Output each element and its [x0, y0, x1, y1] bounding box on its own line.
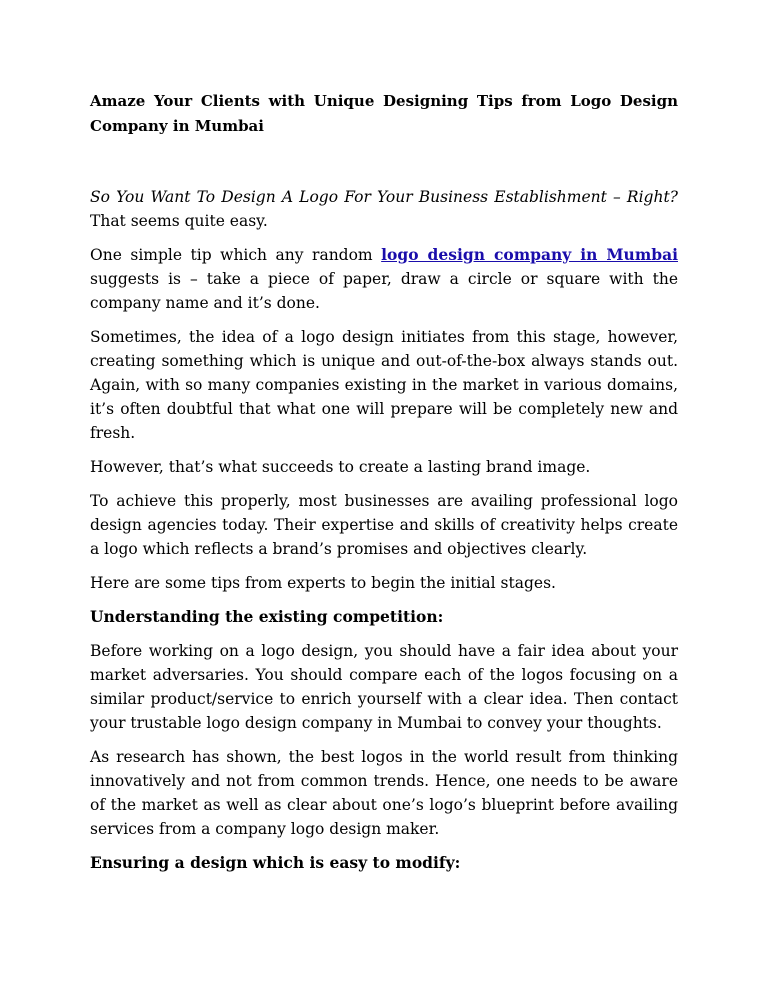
intro-rest: That seems quite easy. [90, 212, 268, 230]
paragraph-simple-tip-before: One simple tip which any random [90, 246, 382, 264]
intro-italic-question: So You Want To Design A Logo For Your Business Establishment – Right? [90, 188, 678, 206]
paragraph-professional-agencies: To achieve this properly, most businesses are availing professional logo design agencies today. Their expertise and skills of creativity helps create a logo which reflects a brand’s promises and objectives clearly. [90, 492, 678, 558]
paragraph-simple-tip [90, 243, 678, 315]
paragraph-brand-image: However, that’s what succeeds to create a lasting brand image. [90, 458, 591, 476]
paragraph-expert-tips: Here are some tips from experts to begin the initial stages. [90, 574, 556, 592]
document-title: Amaze Your Clients with Unique Designing Tips from Logo Design Company in Mumbai [90, 92, 678, 135]
intro-paragraph [90, 185, 678, 233]
logo-design-company-link[interactable]: logo design company in Mumbai [381, 245, 678, 264]
paragraph-simple-tip-after: suggests is – take a piece of paper, draw a circle or square with the company name and it’s done. [90, 270, 678, 312]
paragraph-idea-initiates: Sometimes, the idea of a logo design initiates from this stage, however, creating something which is unique and out-of-the-box always stands out. Again, with so many companies existing in the market in various domains, it’s often doubtful that what one will prepare will be completely new and fresh. [90, 328, 678, 442]
heading-existing-competition: Understanding the existing competition: [90, 607, 444, 626]
paragraph-research: As research has shown, the best logos in the world result from thinking innovatively and not from common trends. Hence, one needs to be aware of the market as well as clear about one’s logo’s blueprint before availing services from a company logo design maker. [90, 748, 678, 838]
paragraph-market-adversaries: Before working on a logo design, you should have a fair idea about your market adversaries. You should compare each of the logos focusing on a similar product/service to enrich yourself with a clear idea. Then contact your trustable logo design company in Mumbai to convey your thoughts. [90, 642, 678, 732]
heading-easy-to-modify: Ensuring a design which is easy to modify: [90, 853, 461, 872]
